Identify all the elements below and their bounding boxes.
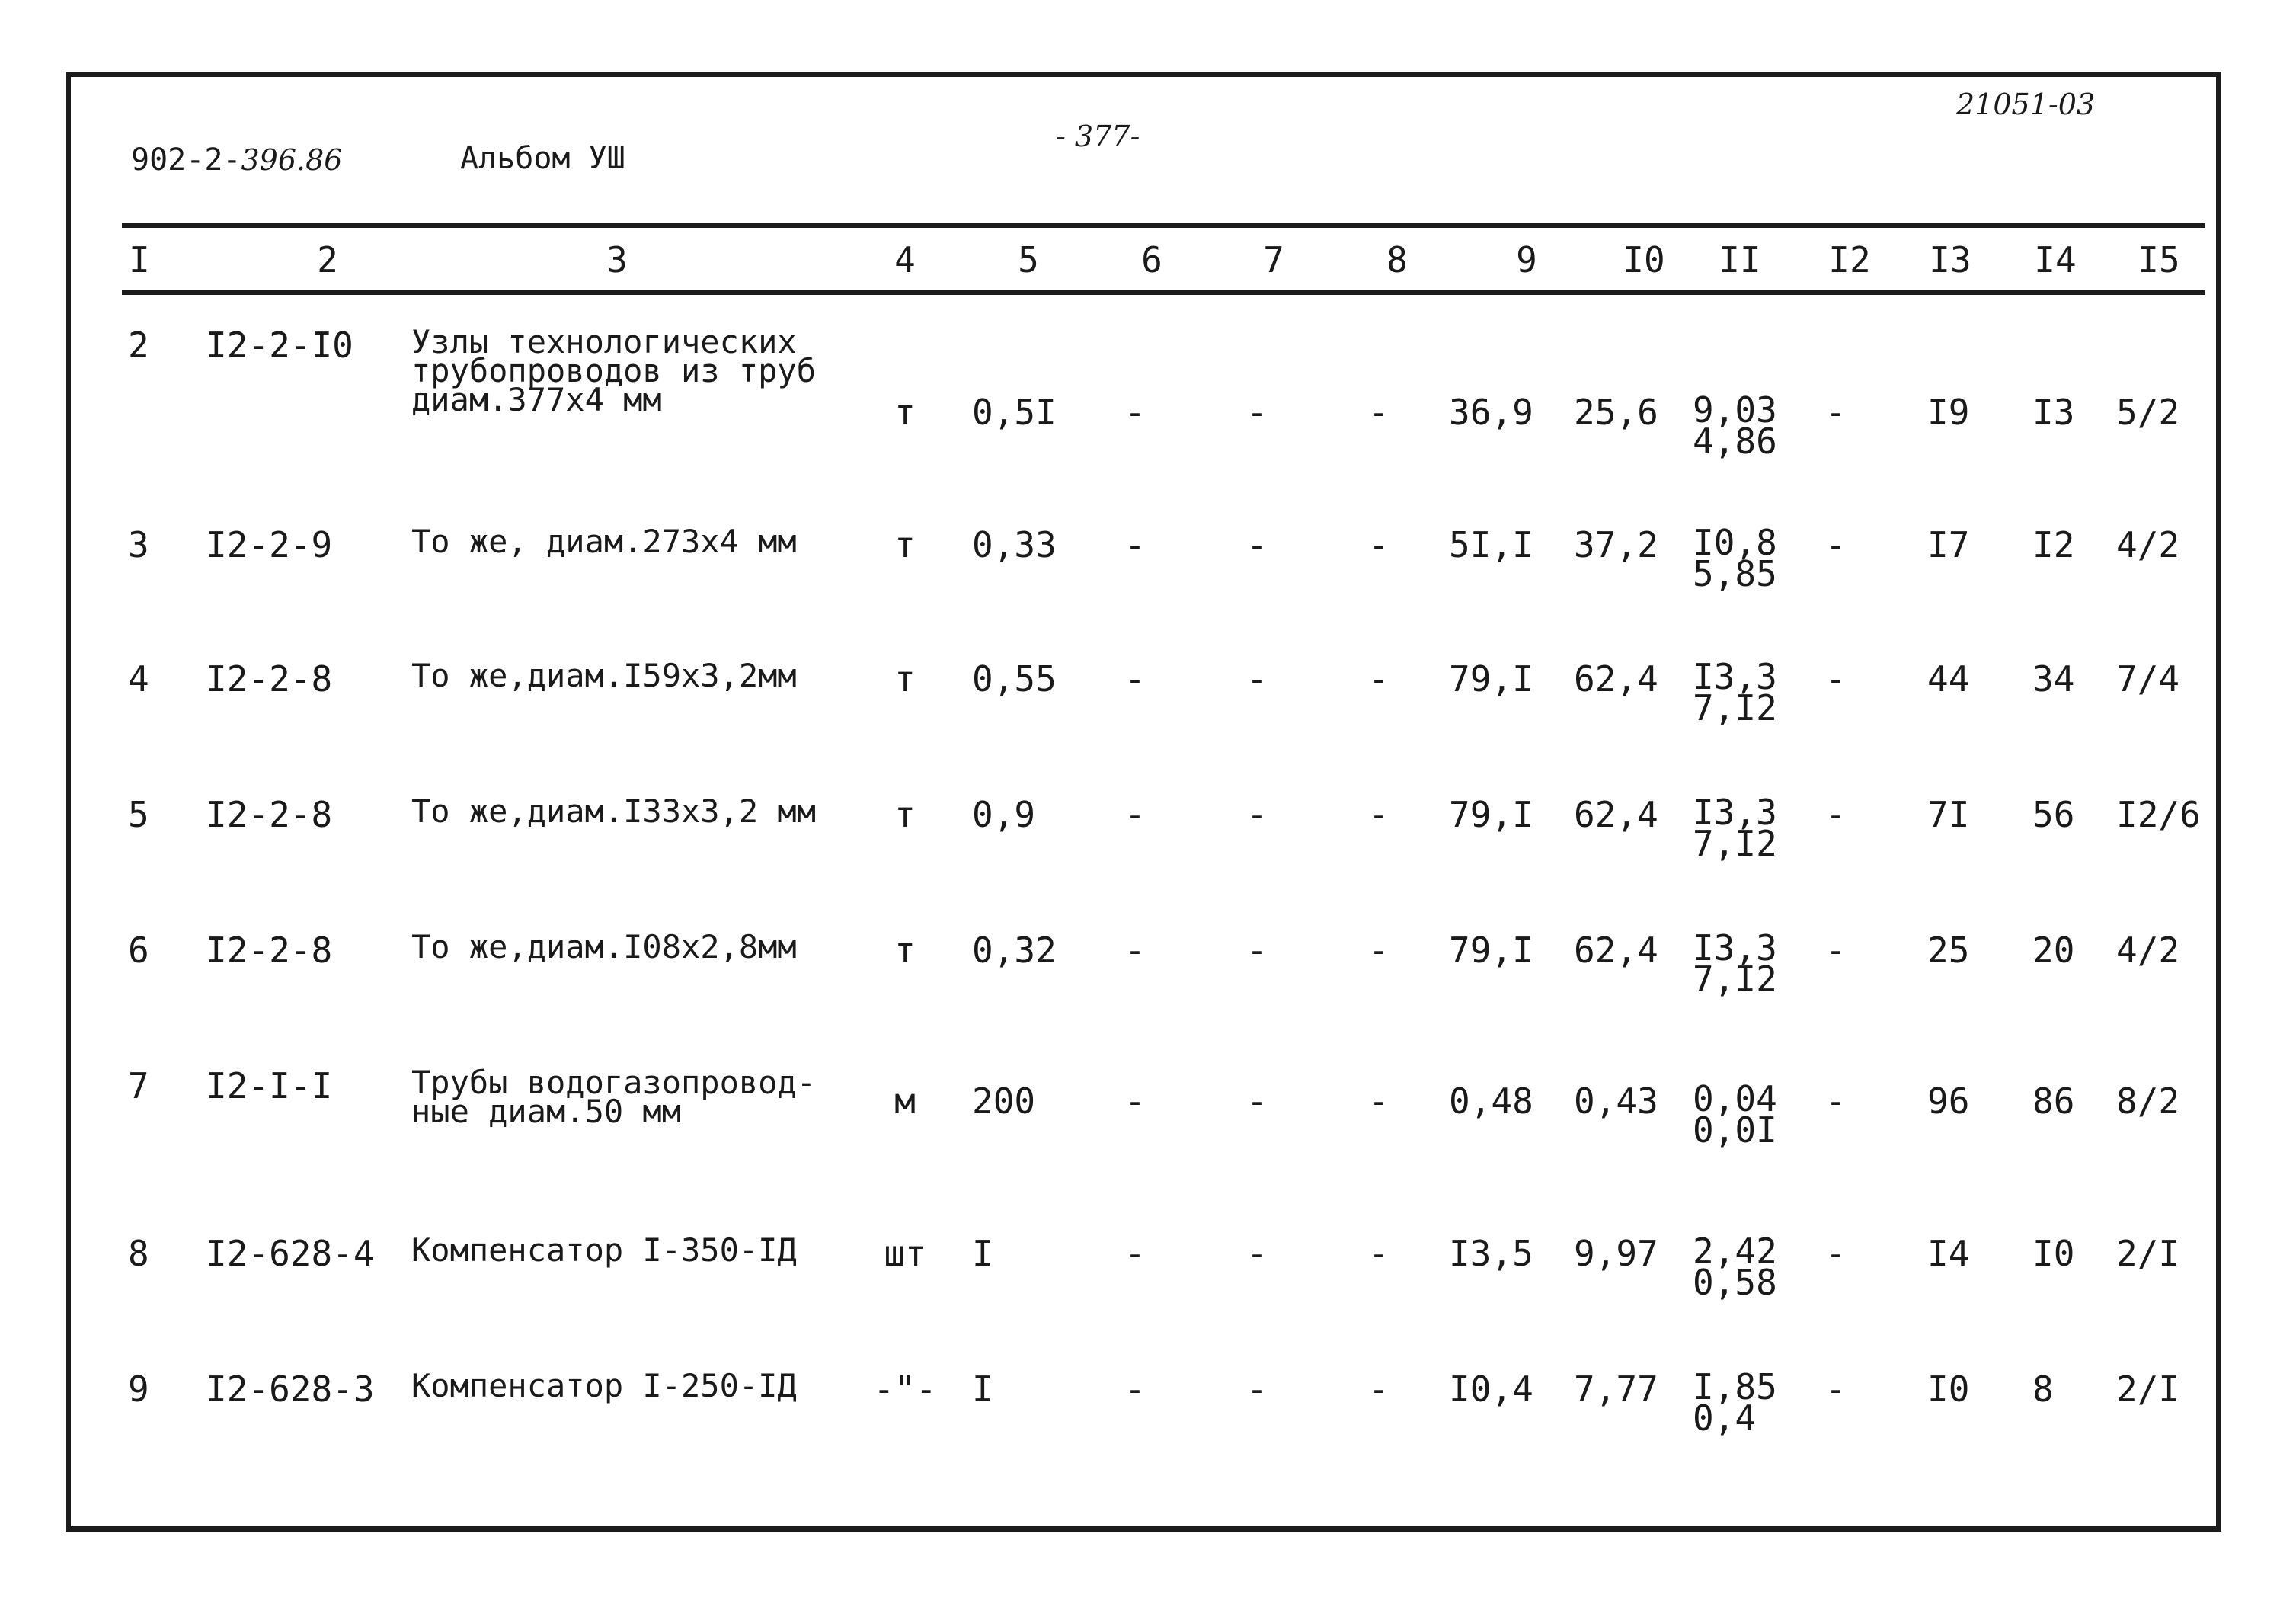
cell-r5-c10: 62,4 xyxy=(1574,930,1658,971)
cell-r4-c1: 5 xyxy=(128,794,149,835)
cell-r3-c8: - xyxy=(1368,658,1389,700)
column-header-14: I4 xyxy=(2034,239,2077,280)
header-rule-bottom xyxy=(122,290,2205,295)
cell-r1-c5: 0,5I xyxy=(972,392,1057,433)
cell-r8-c2: I2-628-3 xyxy=(206,1369,375,1410)
cell-r4-c2: I2-2-8 xyxy=(206,794,333,835)
cell-r7-c15: 2/I xyxy=(2116,1233,2180,1274)
cell-r4-c14: 56 xyxy=(2032,794,2075,835)
cell-r7-c4: шт xyxy=(884,1233,926,1274)
cell-r8-c13: I0 xyxy=(1927,1369,1970,1410)
cell-r5-c12: - xyxy=(1825,930,1847,971)
cell-r6-c14: 86 xyxy=(2032,1081,2075,1122)
cell-r3-c10: 62,4 xyxy=(1574,658,1658,700)
cell-r4-c4: т xyxy=(894,794,916,835)
cell-r6-c7: - xyxy=(1246,1081,1268,1122)
cell-r1-c13: I9 xyxy=(1927,392,1970,433)
cell-r2-c2: I2-2-9 xyxy=(206,524,333,565)
cell-r4-c10: 62,4 xyxy=(1574,794,1658,835)
cell-r1-c14: I3 xyxy=(2032,392,2075,433)
cell-r6-c15: 8/2 xyxy=(2116,1081,2180,1122)
column-header-11: II xyxy=(1719,239,1761,280)
cell-r3-c11: I3,3 7,I2 xyxy=(1693,656,1777,729)
column-header-1: I xyxy=(129,239,150,280)
cell-r3-c4: т xyxy=(894,658,916,700)
cell-r3-c13: 44 xyxy=(1927,658,1970,700)
cell-r5-c8: - xyxy=(1368,930,1389,971)
cell-r1-c4: т xyxy=(894,392,916,433)
cell-r1-c8: - xyxy=(1368,392,1389,433)
cell-r2-c8: - xyxy=(1368,524,1389,565)
cell-r8-c7: - xyxy=(1246,1369,1268,1410)
cell-r8-c4: -"- xyxy=(873,1369,937,1410)
cell-r4-c5: 0,9 xyxy=(972,794,1036,835)
column-header-13: I3 xyxy=(1929,239,1971,280)
cell-r2-c3: То же, диам.273х4 мм xyxy=(411,523,797,560)
cell-r2-c4: т xyxy=(894,524,916,565)
cell-r6-c3: Трубы водогазопровод- ные диам.50 мм xyxy=(411,1064,817,1130)
column-header-7: 7 xyxy=(1263,239,1284,280)
cell-r2-c10: 37,2 xyxy=(1574,524,1658,565)
cell-r3-c15: 7/4 xyxy=(2116,658,2180,700)
cell-r7-c14: I0 xyxy=(2032,1233,2075,1274)
cell-r4-c12: - xyxy=(1825,794,1847,835)
cell-r2-c7: - xyxy=(1246,524,1268,565)
cell-r8-c6: - xyxy=(1124,1369,1146,1410)
cell-r5-c14: 20 xyxy=(2032,930,2075,971)
cell-r4-c3: То же,диам.I33х3,2 мм xyxy=(411,792,817,830)
cell-r6-c12: - xyxy=(1825,1081,1847,1122)
cell-r8-c12: - xyxy=(1825,1369,1847,1410)
cell-r2-c11: I0,8 5,85 xyxy=(1693,522,1777,595)
cell-r3-c7: - xyxy=(1246,658,1268,700)
cell-r7-c3: Компенсатор I-350-IД xyxy=(411,1231,797,1269)
cell-r4-c9: 79,I xyxy=(1449,794,1533,835)
cell-r4-c11: I3,3 7,I2 xyxy=(1693,792,1777,865)
cell-r7-c9: I3,5 xyxy=(1449,1233,1533,1274)
cell-r7-c1: 8 xyxy=(128,1233,149,1274)
column-header-8: 8 xyxy=(1386,239,1408,280)
cell-r1-c15: 5/2 xyxy=(2116,392,2180,433)
cell-r8-c10: 7,77 xyxy=(1574,1369,1658,1410)
cell-r5-c15: 4/2 xyxy=(2116,930,2180,971)
doc-code-printed: 902-2- xyxy=(131,142,241,178)
cell-r6-c9: 0,48 xyxy=(1449,1081,1533,1122)
cell-r3-c12: - xyxy=(1825,658,1847,700)
cell-r1-c11: 9,03 4,86 xyxy=(1693,389,1777,463)
cell-r2-c13: I7 xyxy=(1927,524,1970,565)
cell-r8-c9: I0,4 xyxy=(1449,1369,1533,1410)
cell-r8-c3: Компенсатор I-250-IД xyxy=(411,1367,797,1404)
cell-r1-c7: - xyxy=(1246,392,1268,433)
cell-r8-c15: 2/I xyxy=(2116,1369,2180,1410)
cell-r5-c3: То же,диам.I08х2,8мм xyxy=(411,928,797,965)
cell-r7-c6: - xyxy=(1124,1233,1146,1274)
cell-r2-c15: 4/2 xyxy=(2116,524,2180,565)
column-header-2: 2 xyxy=(317,239,338,280)
cell-r5-c7: - xyxy=(1246,930,1268,971)
column-header-4: 4 xyxy=(894,239,916,280)
cell-r2-c14: I2 xyxy=(2032,524,2075,565)
cell-r7-c8: - xyxy=(1368,1233,1389,1274)
cell-r4-c8: - xyxy=(1368,794,1389,835)
column-header-12: I2 xyxy=(1828,239,1871,280)
cell-r1-c2: I2-2-I0 xyxy=(206,325,353,366)
archive-number: 21051-03 xyxy=(1956,88,2096,121)
cell-r8-c8: - xyxy=(1368,1369,1389,1410)
column-header-6: 6 xyxy=(1141,239,1162,280)
cell-r5-c13: 25 xyxy=(1927,930,1970,971)
cell-r1-c3: Узлы технологических трубопроводов из труб диам.377х4 мм xyxy=(411,323,817,418)
cell-r2-c5: 0,33 xyxy=(972,524,1057,565)
cell-r6-c2: I2-I-I xyxy=(206,1065,333,1106)
cell-r6-c13: 96 xyxy=(1927,1081,1970,1122)
cell-r1-c10: 25,6 xyxy=(1574,392,1658,433)
cell-r7-c11: 2,42 0,58 xyxy=(1693,1231,1777,1304)
cell-r4-c15: I2/6 xyxy=(2116,794,2201,835)
cell-r7-c13: I4 xyxy=(1927,1233,1970,1274)
cell-r3-c2: I2-2-8 xyxy=(206,658,333,700)
cell-r4-c6: - xyxy=(1124,794,1146,835)
cell-r6-c4: м xyxy=(894,1081,916,1122)
cell-r8-c14: 8 xyxy=(2032,1369,2054,1410)
cell-r5-c9: 79,I xyxy=(1449,930,1533,971)
cell-r2-c9: 5I,I xyxy=(1449,524,1533,565)
cell-r5-c2: I2-2-8 xyxy=(206,930,333,971)
column-header-5: 5 xyxy=(1018,239,1039,280)
cell-r3-c14: 34 xyxy=(2032,658,2075,700)
cell-r2-c12: - xyxy=(1825,524,1847,565)
cell-r1-c6: - xyxy=(1124,392,1146,433)
doc-code xyxy=(131,142,343,178)
cell-r5-c6: - xyxy=(1124,930,1146,971)
cell-r1-c1: 2 xyxy=(128,325,149,366)
album-label: Альбом УШ xyxy=(460,141,625,176)
column-header-3: 3 xyxy=(606,239,628,280)
cell-r8-c5: I xyxy=(972,1369,993,1410)
cell-r2-c1: 3 xyxy=(128,524,149,565)
cell-r5-c1: 6 xyxy=(128,930,149,971)
cell-r2-c6: - xyxy=(1124,524,1146,565)
page-number: - 377- xyxy=(1056,120,1140,153)
cell-r4-c7: - xyxy=(1246,794,1268,835)
cell-r7-c7: - xyxy=(1246,1233,1268,1274)
cell-r5-c11: I3,3 7,I2 xyxy=(1693,927,1777,1000)
cell-r6-c8: - xyxy=(1368,1081,1389,1122)
cell-r3-c3: То же,диам.I59х3,2мм xyxy=(411,657,797,694)
cell-r3-c5: 0,55 xyxy=(972,658,1057,700)
cell-r7-c10: 9,97 xyxy=(1574,1233,1658,1274)
cell-r5-c4: т xyxy=(894,930,916,971)
cell-r8-c11: I,85 0,4 xyxy=(1693,1366,1777,1439)
cell-r4-c13: 7I xyxy=(1927,794,1970,835)
cell-r8-c1: 9 xyxy=(128,1369,149,1410)
cell-r7-c2: I2-628-4 xyxy=(206,1233,375,1274)
cell-r6-c10: 0,43 xyxy=(1574,1081,1658,1122)
cell-r3-c6: - xyxy=(1124,658,1146,700)
cell-r6-c5: 200 xyxy=(972,1081,1036,1122)
column-header-10: I0 xyxy=(1623,239,1665,280)
doc-code-handwritten: 396.86 xyxy=(241,143,343,177)
cell-r1-c12: - xyxy=(1825,392,1847,433)
column-header-15: I5 xyxy=(2138,239,2180,280)
column-header-9: 9 xyxy=(1516,239,1537,280)
cell-r1-c9: 36,9 xyxy=(1449,392,1533,433)
cell-r3-c9: 79,I xyxy=(1449,658,1533,700)
cell-r6-c11: 0,04 0,0I xyxy=(1693,1078,1777,1151)
cell-r6-c6: - xyxy=(1124,1081,1146,1122)
cell-r6-c1: 7 xyxy=(128,1065,149,1106)
header-rule-top xyxy=(122,223,2205,228)
cell-r7-c5: I xyxy=(972,1233,993,1274)
cell-r3-c1: 4 xyxy=(128,658,149,700)
cell-r7-c12: - xyxy=(1825,1233,1847,1274)
cell-r5-c5: 0,32 xyxy=(972,930,1057,971)
